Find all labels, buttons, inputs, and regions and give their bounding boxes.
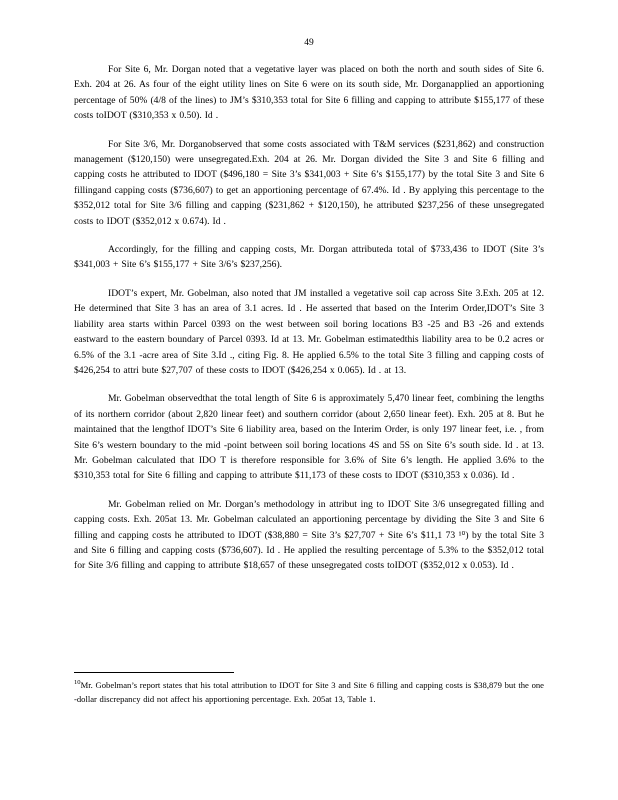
page-number: 49 [304,38,314,48]
footnote-divider [74,672,234,673]
paragraph: IDOT’s expert, Mr. Gobelman, also noted that JM installed a vegetative soil cap across Site 3.Exh. 205 at 12. He determined that Site 3 has an area of 3.1 acres. Id . He asserted that based on the Interim Order,IDOT’s Site 3 liability area starts within Parcel 0393 on the west between soil boring locations B3 -25 and B3 -26 and extends eastward to the eastern boundary of Parcel 0393. Id at 13. Mr. Gobelman estimatedthis liability area to be 0.2 acres or 6.5% of the 3.1 -acre area of Site 3.Id ., citing Fig. 8. He applied 6.5% to the total Site 3 filling and capping costs of $426,254 to attri bute $27,707 of these costs to IDOT ($426,254 x 0.065). Id . at 13. [74,287,544,376]
footnote [74,678,544,706]
footnote-marker: 10 [74,679,81,687]
document-body [74,62,544,587]
paragraph: For Site 6, Mr. Dorgan noted that a vegetative layer was placed on both the north and south sides of Site 6. Exh. 204 at 26. As four of the eight utility lines on Site 6 were on its south side, Mr. Dorganapplied an apportioning percentage of 50% (4/8 of the lines) to JM’s $310,353 total for Site 6 filling and capping to attribute $155,177 of these costs toIDOT ($310,353 x 0.50). Id . [74,64,544,122]
paragraph: Mr. Gobelman observedthat the total length of Site 6 is approximately 5,470 linear feet, combining the lengths of its northern corridor (about 2,820 linear feet) and southern corridor (about 2,650 linear feet). Exh. 205 at 8. But he maintained that the lengthof IDOT’s Site 6 liability area, based on the Interim Order, is only 197 linear feet, i.e. , from Site 6’s western boundary to the mid -point between soil boring locations 4S and 5S on Site 6’s south side. Id . at 13. Mr. Gobelman calculated that IDO T is therefore responsible for 3.6% of Site 6’s length. He applied 3.6% to the $310,353 total for Site 6 filling and capping to attribute $11,173 of these costs to IDOT ($310,353 x 0.036). Id . [74,393,544,482]
paragraph: Mr. Gobelman relied on Mr. Dorgan’s methodology in attribut ing to IDOT Site 3/6 unsegregated filling and capping costs. Exh. 205at 13. Mr. Gobelman calculated an apportioning percentage by dividing the Site 3 and Site 6 filling and capping costs he attributed to IDOT ($38,880 = Site 3’s $27,707 + Site 6’s $11,1 73 ¹⁰) by the total Site 3 and Site 6 filling and capping costs ($736,607). Id . He applied the resulting percentage of 5.3% to the $352,012 total for Site 3/6 filling and capping to attribute $18,657 of these unsegregated costs toIDOT ($352,012 x 0.053). Id . [74,498,544,572]
paragraph: Accordingly, for the filling and capping costs, Mr. Dorgan attributeda total of $733,436 to IDOT (Site 3’s $341,003 + Site 6’s $155,177 + Site 3/6’s $237,256). [74,244,544,271]
paragraph: For Site 3/6, Mr. Dorganobserved that some costs associated with T&M services ($231,862) and construction management ($120,150) were unsegregated.Exh. 204 at 26. Mr. Dorgan divided the Site 3 and Site 6 filling and capping costs he attributed to IDOT ($496,180 = Site 3’s $341,003 + Site 6’s $155,177) by the total Site 3 and Site 6 fillingand capping costs ($736,607) to get an apportioning percentage of 67.4%. Id . By applying this percentage to the $352,012 total for Site 3/6 filling and capping ($231,862 + $120,150), he attributed $237,256 of these unsegregated costs to IDOT ($352,012 x 0.674). Id . [74,138,544,227]
footnote-area [74,678,544,706]
footnote-text: Mr. Gobelman’s report states that his total attribution to IDOT for Site 3 and Site 6 filling and capping costs is $38,879 but the one -dollar discrepancy did not affect his apportioning percentage. Exh. 205at 13, Table 1. [74,680,544,704]
